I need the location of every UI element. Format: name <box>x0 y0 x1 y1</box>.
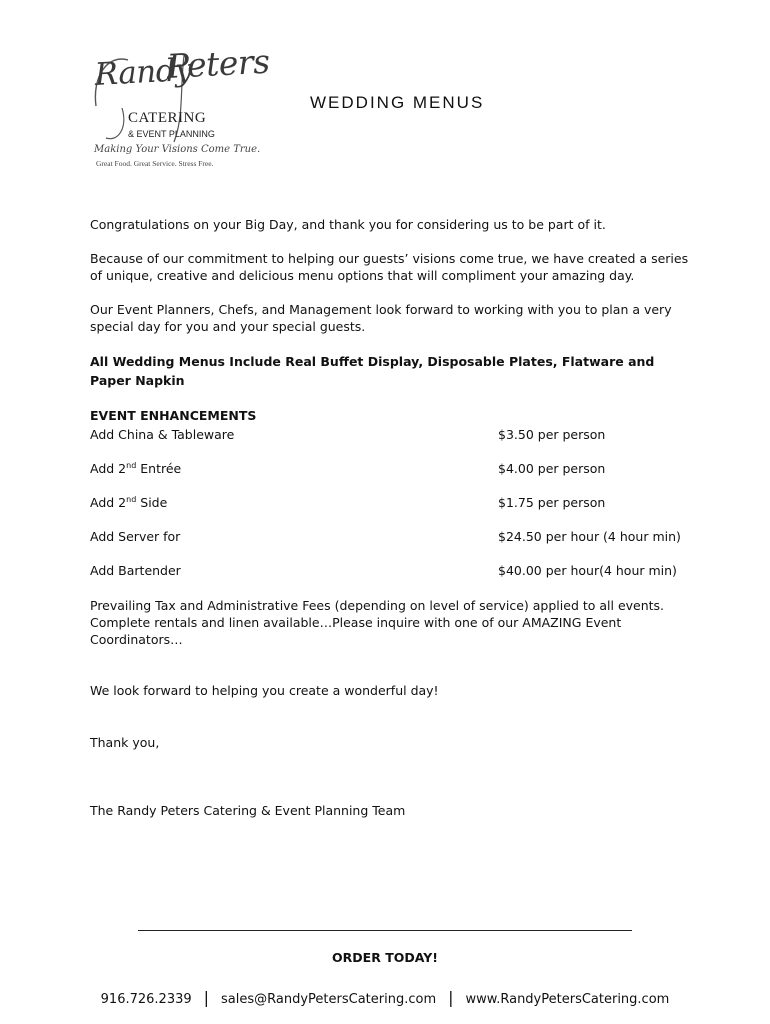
logo-subtagline: Great Food. Great Service. Stress Free. <box>96 159 214 168</box>
logo-script-first: Randy <box>93 51 193 93</box>
separator: | <box>448 988 454 1007</box>
enhancement-price: $24.50 per hour (4 hour min) <box>498 529 681 544</box>
enhancement-item: Add 2nd Side <box>90 495 168 510</box>
enhancement-price: $4.00 per person <box>498 461 606 476</box>
enhancement-item: Add 2nd Entrée <box>90 461 182 476</box>
logo-tagline: Making Your Visions Come True. <box>94 144 261 155</box>
enhancement-price: $1.75 per person <box>498 495 606 510</box>
closing-line: We look forward to helping you create a wonderful day! <box>90 683 439 698</box>
intro-paragraph-1: Congratulations on your Big Day, and thank you for considering us to be part of it. <box>90 217 606 232</box>
enhancement-row <box>90 495 690 513</box>
separator: | <box>203 988 210 1007</box>
signature-line: The Randy Peters Catering & Event Planning Team <box>90 803 406 818</box>
enhancement-item: Add Bartender <box>90 563 181 578</box>
website-link[interactable]: www.RandyPetersCatering.com <box>465 992 670 1007</box>
includes-note: All Wedding Menus Include Real Buffet Display, Disposable Plates, Flatware and Paper Napkin <box>90 354 655 388</box>
logo-catering-text: CATERING <box>128 110 207 126</box>
enhancement-row <box>90 563 690 581</box>
intro-paragraph-2: Because of our commitment to helping our guests’ visions come true, we have created a series of unique, creative and delicious menu options that will compliment your amazing day. <box>90 251 689 283</box>
enhancement-row <box>90 427 690 445</box>
enhancement-item: Add Server for <box>90 529 181 544</box>
enhancement-row <box>90 461 690 479</box>
contact-bar <box>0 988 770 1007</box>
order-today-label: ORDER TODAY! <box>332 950 438 965</box>
page-title: WEDDING MENUS <box>310 93 485 112</box>
enhancements-heading: EVENT ENHANCEMENTS <box>90 408 257 423</box>
enhancement-item: Add China & Tableware <box>90 427 235 442</box>
email-link[interactable]: sales@RandyPetersCatering.com <box>221 992 437 1007</box>
company-logo <box>88 41 271 172</box>
intro-paragraph-3: Our Event Planners, Chefs, and Management look forward to working with you to plan a very special day for you and your special guests. <box>90 302 672 334</box>
logo-script-last: Peters <box>165 41 271 86</box>
enhancement-price: $40.00 per hour(4 hour min) <box>498 563 677 578</box>
thank-you-line: Thank you, <box>90 735 160 750</box>
phone-number: 916.726.2339 <box>100 992 192 1007</box>
enhancement-row <box>90 529 690 547</box>
logo-event-planning-text: & EVENT PLANNING <box>128 129 215 139</box>
footer-divider <box>138 930 632 931</box>
enhancement-price: $3.50 per person <box>498 427 606 442</box>
fees-note: Prevailing Tax and Administrative Fees (depending on level of service) applied to all events. Complete rentals and linen available…Please inquire with one of our AMAZING Event Coordinators… <box>90 598 665 647</box>
